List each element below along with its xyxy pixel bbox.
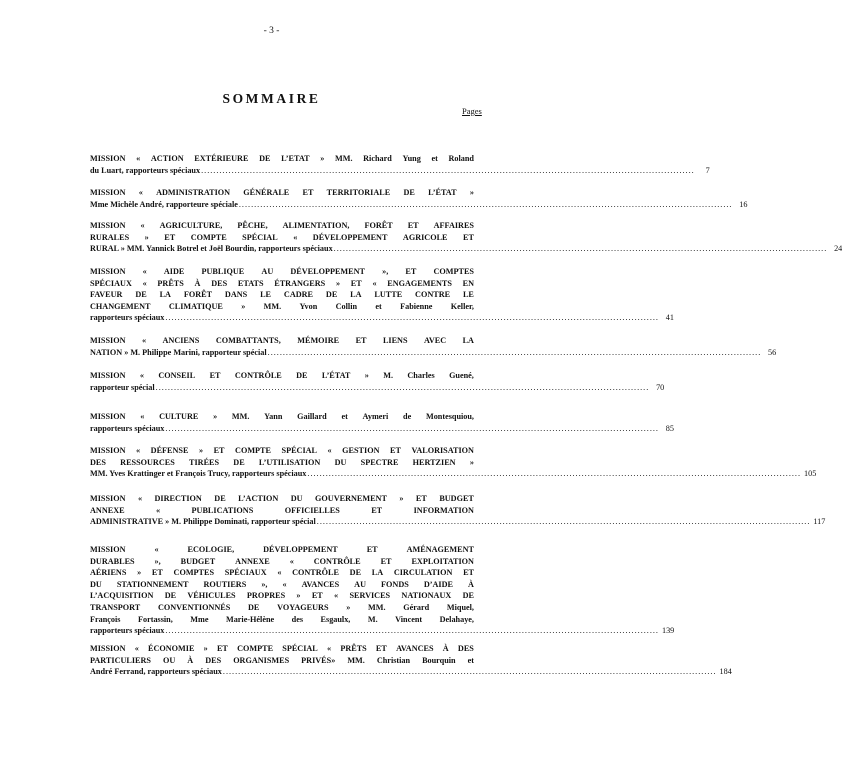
toc-entry-line: DURABLES », BUDGET ANNEXE « CONTRÔLE ET EXPLOITATION: [90, 556, 474, 566]
toc-entry-line: MISSION « AIDE PUBLIQUE AU DÉVELOPPEMENT », ET COMPTES: [90, 267, 474, 276]
toc-entry-last-line: [90, 243, 842, 255]
toc-entry-text: André Ferrand, rapporteurs spéciaux: [90, 667, 222, 677]
toc-entry-line: DU STATIONNEMENT ROUTIERS », « AVANCES AU FONDS D’AIDE À: [90, 579, 474, 589]
page-reference: 7: [705, 165, 710, 175]
pages-column-label: Pages: [462, 106, 482, 116]
toc-entry[interactable]: [90, 493, 826, 528]
toc-entry[interactable]: [90, 370, 665, 393]
toc-entry-text: NATION » M. Philippe Marini, rapporteur spécial: [90, 347, 267, 357]
toc-entry[interactable]: [90, 445, 817, 480]
dot-leader: ..................................................................................................................................................................: [267, 347, 762, 357]
toc-entry-line: MISSION « ACTION EXTÉRIEURE DE L’ETAT » MM. Richard Yung et Roland: [90, 154, 474, 163]
toc-entry-line: FAVEUR DE LA FORÊT DANS LE CADRE DE LA LUTTE CONTRE LE: [90, 290, 474, 300]
toc-entry-last-line: [90, 423, 674, 435]
toc-entry-line: TRANSPORT CONVENTIONNÉS DE VOYAGEURS » MM. Gérard Miquel,: [90, 602, 474, 612]
toc-entry-line: MISSION « DÉFENSE » ET COMPTE SPÉCIAL « GESTION ET VALORISATION: [90, 446, 474, 455]
toc-entry-text: RURAL » MM. Yannick Botrel et Joël Bourdin, rapporteurs spéciaux: [90, 244, 333, 254]
toc-entry-line: RURALES » ET COMPTE SPÉCIAL « DÉVELOPPEMENT AGRICOLE ET: [90, 232, 474, 242]
dot-leader: ..................................................................................................................................................................: [165, 423, 659, 433]
toc-entry-last-line: [90, 199, 748, 211]
toc-entry-line: CHANGEMENT CLIMATIQUE » MM. Yvon Collin et Fabienne Keller,: [90, 301, 474, 311]
toc-entry-text: MM. Yves Krattinger et François Trucy, rapporteurs spéciaux: [90, 469, 307, 479]
toc-entry-last-line: [90, 312, 674, 324]
toc-entry-last-line: [90, 625, 675, 637]
page-number: - 3 -: [263, 26, 280, 36]
dot-leader: ..................................................................................................................................................................: [316, 517, 811, 527]
toc-entry-line: SPÉCIAUX « PRÊTS À DES ETATS ÉTRANGERS » ET « ENGAGEMENTS EN: [90, 278, 474, 288]
toc-entry-line: ANNEXE « PUBLICATIONS OFFICIELLES ET INFORMATION: [90, 505, 474, 515]
toc-entry-text: rapporteur spécial: [90, 382, 155, 392]
toc-entry-line: MISSION « ADMINISTRATION GÉNÉRALE ET TERRITORIALE DE L’ÉTAT »: [90, 188, 474, 197]
toc-entry-line: MISSION « ANCIENS COMBATTANTS, MÉMOIRE ET LIENS AVEC LA: [90, 336, 474, 345]
toc-entry[interactable]: [90, 544, 675, 637]
page-reference: 184: [719, 667, 732, 677]
toc-entry[interactable]: [90, 643, 732, 678]
toc-entry[interactable]: [90, 335, 777, 358]
toc-entry-line: AÉRIENS » ET COMPTES SPÉCIAUX « CONTRÔLE DE LA CIRCULATION ET: [90, 568, 474, 578]
toc-entry-text: rapporteurs spéciaux: [90, 626, 165, 636]
toc-entry-line: MISSION « CULTURE » MM. Yann Gaillard et Aymeri de Montesquiou,: [90, 412, 474, 421]
toc-entry-line: MISSION « CONSEIL ET CONTRÔLE DE L’ÉTAT » M. Charles Guené,: [90, 371, 474, 380]
toc-entry-line: L’ACQUISITION DE VÉHICULES PROPRES » ET « SERVICES NATIONAUX DE: [90, 591, 474, 601]
toc-entry-line: DES RESSOURCES TIRÉES DE L’UTILISATION DU SPECTRE HERTZIEN »: [90, 457, 474, 467]
dot-leader: ..................................................................................................................................................................: [165, 313, 659, 323]
toc-entry[interactable]: [90, 187, 748, 210]
toc-entry-text: du Luart, rapporteurs spéciaux: [90, 165, 201, 175]
toc-entry-text: ADMINISTRATIVE » M. Philippe Dominati, rapporteur spécial: [90, 517, 316, 527]
page-reference: 139: [661, 626, 675, 636]
page-reference: 117: [813, 517, 826, 527]
toc-entry-last-line: [90, 347, 777, 359]
toc-entry-line: PARTICULIERS OU À DES ORGANISMES PRIVÉS» MM. Christian Bourquin et: [90, 655, 474, 665]
dot-leader: ..................................................................................................................................................................: [307, 469, 801, 479]
page-reference: 24: [834, 244, 842, 254]
toc-entry-last-line: [90, 666, 732, 678]
toc-entry[interactable]: [90, 266, 674, 324]
toc-entry-text: rapporteurs spéciaux: [90, 313, 165, 323]
toc-entry[interactable]: [90, 220, 842, 255]
page-reference: 70: [656, 382, 665, 392]
page-title: SOMMAIRE: [222, 91, 321, 106]
page-reference: 16: [739, 199, 748, 209]
toc-entry-text: rapporteurs spéciaux: [90, 423, 165, 433]
toc-entry-line: MISSION « ÉCONOMIE » ET COMPTE SPÉCIAL « PRÊTS ET AVANCES À DES: [90, 644, 474, 653]
toc-entry[interactable]: [90, 153, 710, 176]
toc-entry-text: Mme Michèle André, rapporteure spéciale: [90, 199, 238, 209]
toc-entry-line: MISSION « AGRICULTURE, PÊCHE, ALIMENTATION, FORÊT ET AFFAIRES: [90, 221, 474, 230]
dot-leader: ..................................................................................................................................................................: [201, 165, 695, 175]
page-reference: 41: [665, 313, 674, 323]
toc-entry-last-line: [90, 382, 665, 394]
toc-entry-last-line: [90, 165, 710, 177]
dot-leader: ..................................................................................................................................................................: [222, 667, 717, 677]
toc-entry-line: François Fortassin, Mme Marie-Hélène des Esgaulx, M. Vincent Delahaye,: [90, 614, 474, 624]
page-reference: 56: [768, 347, 777, 357]
dot-leader: ..................................................................................................................................................................: [165, 626, 659, 636]
toc-entry-line: MISSION « DIRECTION DE L’ACTION DU GOUVERNEMENT » ET BUDGET: [90, 494, 474, 503]
toc-entry-line: MISSION « ECOLOGIE, DÉVELOPPEMENT ET AMÉNAGEMENT: [90, 545, 474, 554]
toc-entry-last-line: [90, 468, 817, 480]
toc-entry[interactable]: [90, 411, 674, 434]
dot-leader: ..................................................................................................................................................................: [333, 244, 828, 254]
page-reference: 85: [665, 423, 674, 433]
toc-entry-last-line: [90, 516, 826, 528]
dot-leader: ..................................................................................................................................................................: [155, 382, 650, 392]
dot-leader: ..................................................................................................................................................................: [238, 199, 733, 209]
page-reference: 105: [804, 469, 817, 479]
